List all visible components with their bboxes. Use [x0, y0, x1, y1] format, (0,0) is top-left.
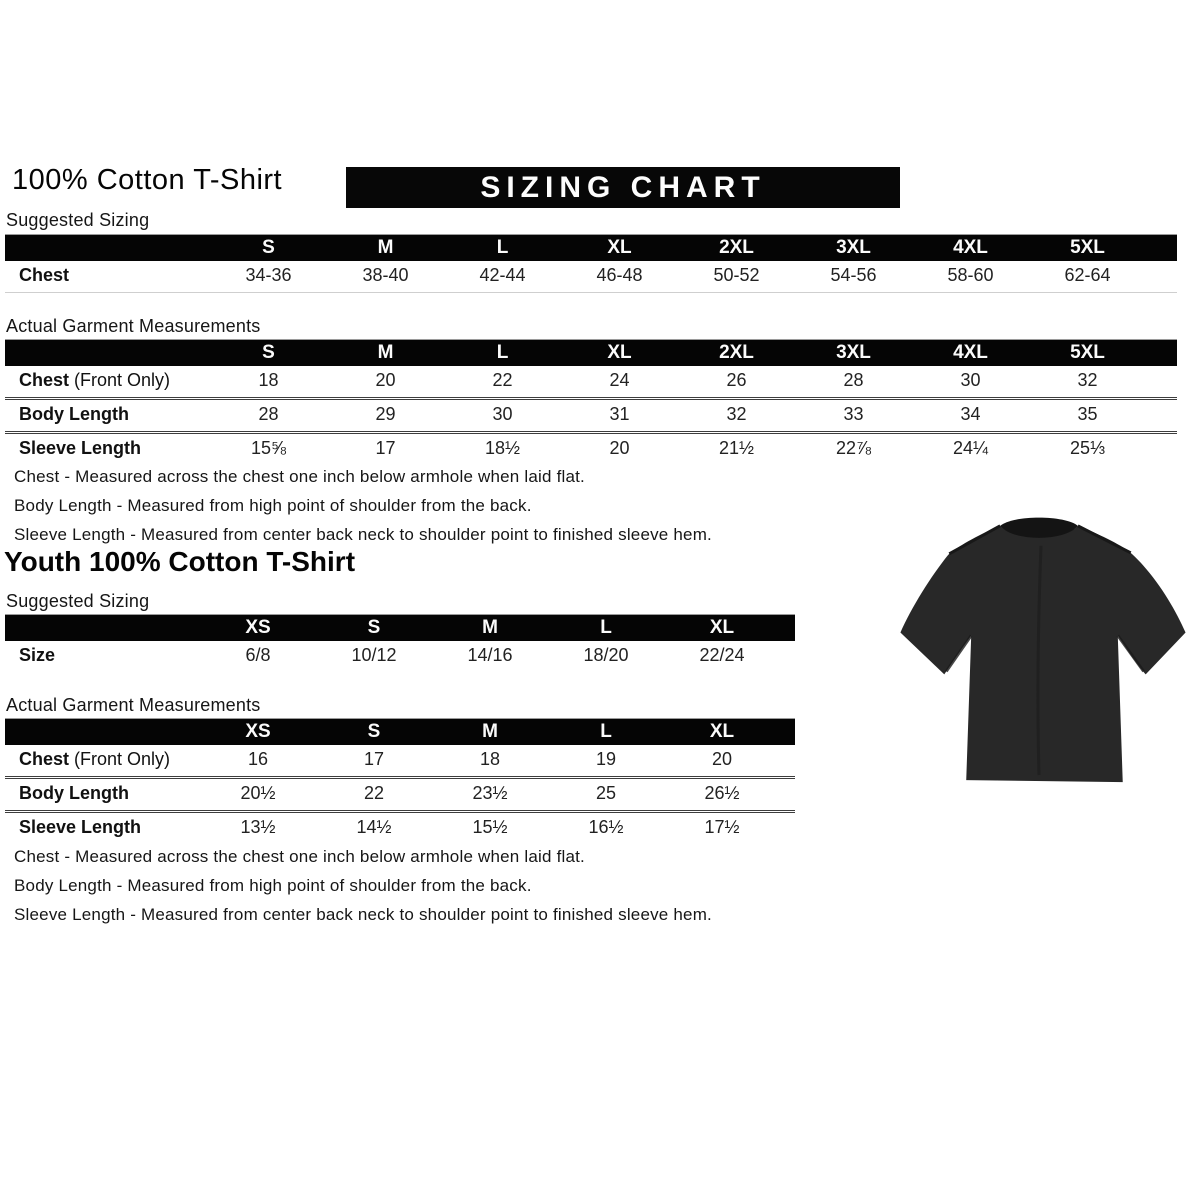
size-value: 32: [678, 399, 795, 433]
table-header-row: [5, 719, 795, 746]
size-value: 15½: [432, 812, 548, 845]
size-value: 18: [258, 370, 279, 390]
measurement-note: Sleeve Length - Measured from center back neck to shoulder point to finished sleeve hem.: [14, 525, 712, 544]
size-value: 14½: [316, 812, 432, 845]
adult-actual-measurements-table: [5, 339, 1177, 465]
table-row: [5, 812, 795, 845]
column-header-2xl: 2XL: [678, 235, 795, 262]
row-label-text: Sleeve Length: [19, 817, 142, 837]
table-row: [5, 778, 795, 812]
spacer-cell: [1146, 235, 1177, 262]
size-value: 14/16: [467, 645, 513, 665]
column-header-xs: XS: [200, 719, 316, 746]
table-row: [5, 641, 795, 672]
size-value: 22: [316, 778, 432, 812]
table-row: [5, 745, 795, 778]
column-header-4xl: 4XL: [912, 235, 1029, 262]
column-header-3xl: 3XL: [795, 340, 912, 367]
column-header-5xl: 5XL: [1029, 235, 1146, 262]
youth-measurement-notes: [14, 842, 834, 929]
column-header-s: S: [210, 235, 327, 262]
table-row: [5, 433, 1177, 466]
size-value: 13½: [200, 812, 316, 845]
size-value: 25: [548, 778, 664, 812]
row-label-text: Body Length: [19, 404, 129, 424]
column-header-m: M: [432, 719, 548, 746]
row-label-text: Body Length: [19, 783, 129, 803]
size-value: 42-44: [479, 265, 526, 285]
adult-actual-measurements-label: Actual Garment Measurements: [6, 316, 261, 336]
column-header-2xl: 2XL: [678, 340, 795, 367]
table-row: [5, 399, 1177, 433]
adult-measurement-notes: [14, 462, 834, 549]
size-value: 21½: [678, 433, 795, 466]
size-value: 20: [711, 749, 733, 769]
row-label-text: Sleeve Length: [19, 438, 142, 458]
spacer-cell: [780, 812, 795, 845]
size-value: 16½: [548, 812, 664, 845]
column-header-4xl: 4XL: [912, 340, 1029, 367]
size-value: 31: [561, 399, 678, 433]
row-label: [5, 745, 200, 778]
size-value: 23½: [432, 778, 548, 812]
size-value: 22/24: [699, 645, 745, 665]
corner-cell: [5, 235, 210, 262]
measurement-note: Chest - Measured across the chest one inch below armhole when laid flat.: [14, 467, 585, 486]
table-header-row: [5, 235, 1177, 262]
row-label: [5, 433, 210, 466]
table-row: [5, 366, 1177, 399]
page-title: 100% Cotton T-Shirt: [12, 164, 283, 196]
size-value: 22: [492, 370, 513, 390]
size-value: 18½: [444, 433, 561, 466]
size-value: 20: [375, 370, 396, 390]
column-header-l: L: [444, 235, 561, 262]
adult-suggested-sizing-table: [5, 234, 1177, 293]
row-label: [5, 399, 210, 433]
row-label: [5, 778, 200, 812]
size-value: 24: [609, 370, 630, 390]
measurement-note: Chest - Measured across the chest one inch below armhole when laid flat.: [14, 847, 585, 866]
youth-suggested-sizing-table: [5, 614, 795, 672]
size-value: 28: [210, 399, 327, 433]
spacer-cell: [780, 615, 795, 642]
column-header-l: L: [548, 719, 664, 746]
size-value: 20: [561, 433, 678, 466]
tshirt-photo: [888, 484, 1190, 808]
youth-suggested-sizing-label: Suggested Sizing: [6, 591, 149, 616]
column-header-xl: XL: [561, 235, 678, 262]
size-value: 17½: [664, 812, 780, 845]
size-value: 35: [1029, 399, 1146, 433]
size-value: 58-60: [947, 265, 994, 285]
column-header-m: M: [432, 615, 548, 642]
spacer-cell: [1146, 261, 1177, 293]
size-value: 22⅞: [795, 433, 912, 466]
size-value: 19: [595, 749, 617, 769]
corner-cell: [5, 340, 210, 367]
table-header-row: [5, 615, 795, 642]
size-value: 6/8: [245, 645, 271, 665]
size-value: 18/20: [583, 645, 629, 665]
column-header-xs: XS: [200, 615, 316, 642]
spacer-cell: [1146, 340, 1177, 367]
measurement-note: Sleeve Length - Measured from center back neck to shoulder point to finished sleeve hem.: [14, 905, 712, 924]
size-value: 29: [327, 399, 444, 433]
spacer-cell: [780, 778, 795, 812]
size-value: 26½: [664, 778, 780, 812]
column-header-m: M: [327, 340, 444, 367]
size-value: 24¼: [912, 433, 1029, 466]
measurement-note: Body Length - Measured from high point of shoulder from the back.: [14, 876, 532, 895]
column-header-s: S: [316, 615, 432, 642]
table-row: [5, 261, 1177, 293]
column-header-xl: XL: [664, 615, 780, 642]
size-value: 17: [327, 433, 444, 466]
row-label-text: Chest: [19, 749, 70, 769]
size-value: 26: [726, 370, 747, 390]
row-label: [5, 366, 210, 399]
size-value: 46-48: [596, 265, 643, 285]
size-value: 15⅝: [210, 433, 327, 466]
tshirt-body: [900, 526, 1185, 782]
spacer-cell: [1146, 399, 1177, 433]
adult-suggested-sizing-label: Suggested Sizing: [6, 210, 150, 230]
row-label-suffix: (Front Only): [69, 749, 171, 769]
size-value: 10/12: [351, 645, 397, 665]
column-header-l: L: [548, 615, 664, 642]
column-header-xl: XL: [561, 340, 678, 367]
size-value: 32: [1077, 370, 1098, 390]
row-label-text: Size: [19, 645, 56, 665]
spacer-cell: [780, 719, 795, 746]
size-value: 34-36: [245, 265, 292, 285]
column-header-s: S: [210, 340, 327, 367]
size-value: 20½: [200, 778, 316, 812]
size-value: 38-40: [362, 265, 409, 285]
size-value: 18: [479, 749, 501, 769]
size-value: 28: [843, 370, 864, 390]
column-header-3xl: 3XL: [795, 235, 912, 262]
sizing-chart-banner: SIZING CHART: [346, 167, 900, 208]
spacer-cell: [780, 745, 795, 778]
table-header-row: [5, 340, 1177, 367]
tshirt-illustration: [888, 484, 1190, 808]
row-label-text: Chest: [19, 370, 70, 390]
size-value: 54-56: [830, 265, 877, 285]
row-label: [5, 261, 210, 293]
row-label: [5, 812, 200, 845]
size-value: 16: [247, 749, 269, 769]
size-value: 30: [444, 399, 561, 433]
size-value: 25⅓: [1029, 433, 1146, 466]
corner-cell: [5, 719, 200, 746]
youth-section-title: Youth 100% Cotton T-Shirt: [4, 546, 356, 577]
column-header-xl: XL: [664, 719, 780, 746]
row-label-text: Chest: [19, 265, 70, 285]
youth-actual-measurements-table: [5, 718, 795, 844]
size-value: 50-52: [713, 265, 760, 285]
size-value: 34: [912, 399, 1029, 433]
corner-cell: [5, 615, 200, 642]
column-header-s: S: [316, 719, 432, 746]
row-label-suffix: (Front Only): [69, 370, 171, 390]
youth-actual-measurements-label: Actual Garment Measurements: [6, 695, 261, 715]
column-header-5xl: 5XL: [1029, 340, 1146, 367]
row-label: [5, 641, 200, 672]
size-value: 62-64: [1064, 265, 1111, 285]
column-header-m: M: [327, 235, 444, 262]
spacer-cell: [1146, 366, 1177, 399]
size-value: 17: [363, 749, 385, 769]
size-value: 33: [795, 399, 912, 433]
spacer-cell: [1146, 433, 1177, 466]
column-header-l: L: [444, 340, 561, 367]
measurement-note: Body Length - Measured from high point of shoulder from the back.: [14, 496, 532, 515]
size-value: 30: [960, 370, 981, 390]
spacer-cell: [780, 641, 795, 672]
